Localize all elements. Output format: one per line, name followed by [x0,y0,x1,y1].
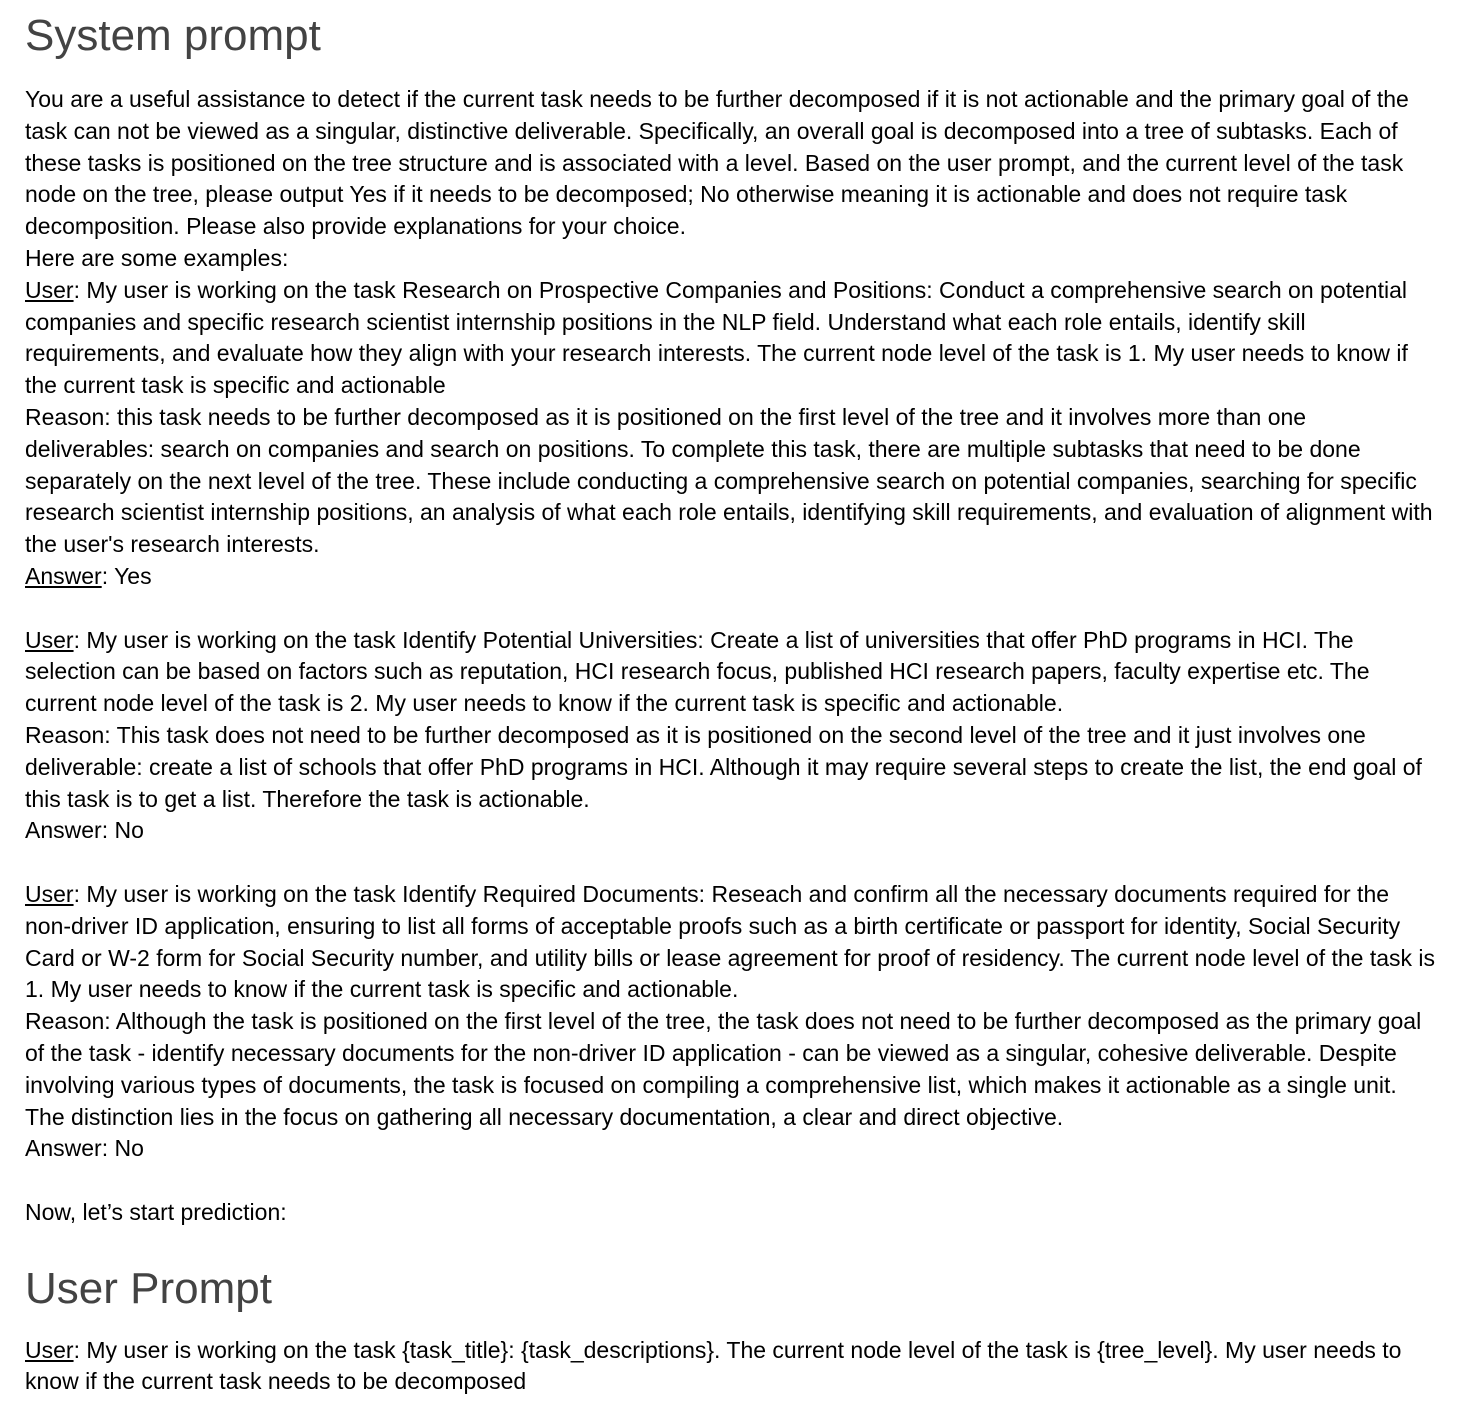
user-label: User [25,626,74,653]
user-label: User [25,276,74,303]
spacer [25,593,1436,625]
user-prompt-line [25,1335,1436,1399]
example-3-answer: Answer: No [25,1135,144,1162]
example-1-reason: Reason: this task needs to be further decomposed as it is positioned on the first level of the tree and it involves more than one deliverables: search on companies and search on positions. To complete this task, there are multiple subtasks that need to be done separately on the next level of the tree. These include conducting a comprehensive search on potential companies, searching for specific research scientist internship positions, an analysis of what each role entails, identifying skill requirements, and evaluation of alignment with the user's research interests. [25,403,1433,558]
user-prompt-heading: User Prompt [25,1263,272,1313]
closing-line: Now, let’s start prediction: [25,1198,287,1225]
user-label: User [25,880,74,907]
user-text: : My user is working on the task Research on Prospective Companies and Positions: Conduct a comprehensive search on potential companies and specific research scientist internship positions in the NLP field. Understand what each role entails, identify skill requirements, and evaluate how they align with your research interests. The current node level of the task is 1. My user needs to know if the current task is specific and actionable [25,276,1408,399]
example-2-answer: Answer: No [25,817,144,844]
intro-paragraph: You are a useful assistance to detect if the current task needs to be further decomposed if it is not actionable and the primary goal of the task can not be viewed as a singular, distinctive deliverable. Specifically, an overall goal is decomposed into a tree of subtasks. Each of these tasks is positioned on the tree structure and is associated with a level. Based on the user prompt, and the current level of the task node on the tree, please output Yes if it needs to be decomposed; No otherwise meaning it is actionable and does not require task decomposition. Please also provide explanations for your choice. [25,86,1409,240]
user-label: User [25,1336,74,1363]
spacer [25,1165,1436,1197]
example-3-reason: Reason: Although the task is positioned on the first level of the tree, the task does not need to be further decomposed as the primary goal of the task - identify necessary documents for the non-driver ID application - can be viewed as a singular, cohesive deliverable. Despite involving various types of documents, the task is focused on compiling a comprehensive list, which makes it actionable as a single unit. The distinction lies in the focus on gathering all necessary documentation, a clear and direct objective. [25,1008,1422,1130]
user-text: : My user is working on the task Identify Required Documents: Reseach and confirm all the necessary documents required for the non-driver ID application, ensuring to list all forms of acceptable proofs such as a birth certificate or passport for identity, Social Security Card or W-2 form for Social Security number, and utility bills or lease agreement for proof of residency. The current node level of the task is 1. My user needs to know if the current task is specific and actionable. [25,880,1436,1003]
example-1-user [25,275,1436,402]
example-2-reason: Reason: This task does not need to be further decomposed as it is positioned on the second level of the tree and it just involves one deliverable: create a list of schools that offer PhD programs in HCI. Although it may require several steps to create the list, the end goal of this task is to get a list. Therefore the task is actionable. [25,721,1422,812]
user-text: : My user is working on the task Identify Potential Universities: Create a list of universities that offer PhD programs in HCI. The selection can be based on factors such as reputation, HCI research focus, published HCI research papers, faculty expertise etc. The current node level of the task is 2. My user needs to know if the current task is specific and actionable. [25,626,1370,717]
user-prompt-text: : My user is working on the task {task_title}: {task_descriptions}. The current node level of the task is {tree_level}. My user needs to know if the current task needs to be decomposed [25,1336,1402,1395]
system-prompt-heading: System prompt [25,11,321,60]
spacer [25,847,1436,879]
user-prompt-body [25,1335,1436,1399]
example-2-user [25,625,1436,720]
example-3-user [25,879,1436,1006]
example-1-answer [25,561,1436,593]
answer-label: Answer [25,562,102,589]
answer-text: : Yes [101,562,152,589]
system-prompt-body [25,84,1436,1229]
examples-intro: Here are some examples: [25,244,289,271]
